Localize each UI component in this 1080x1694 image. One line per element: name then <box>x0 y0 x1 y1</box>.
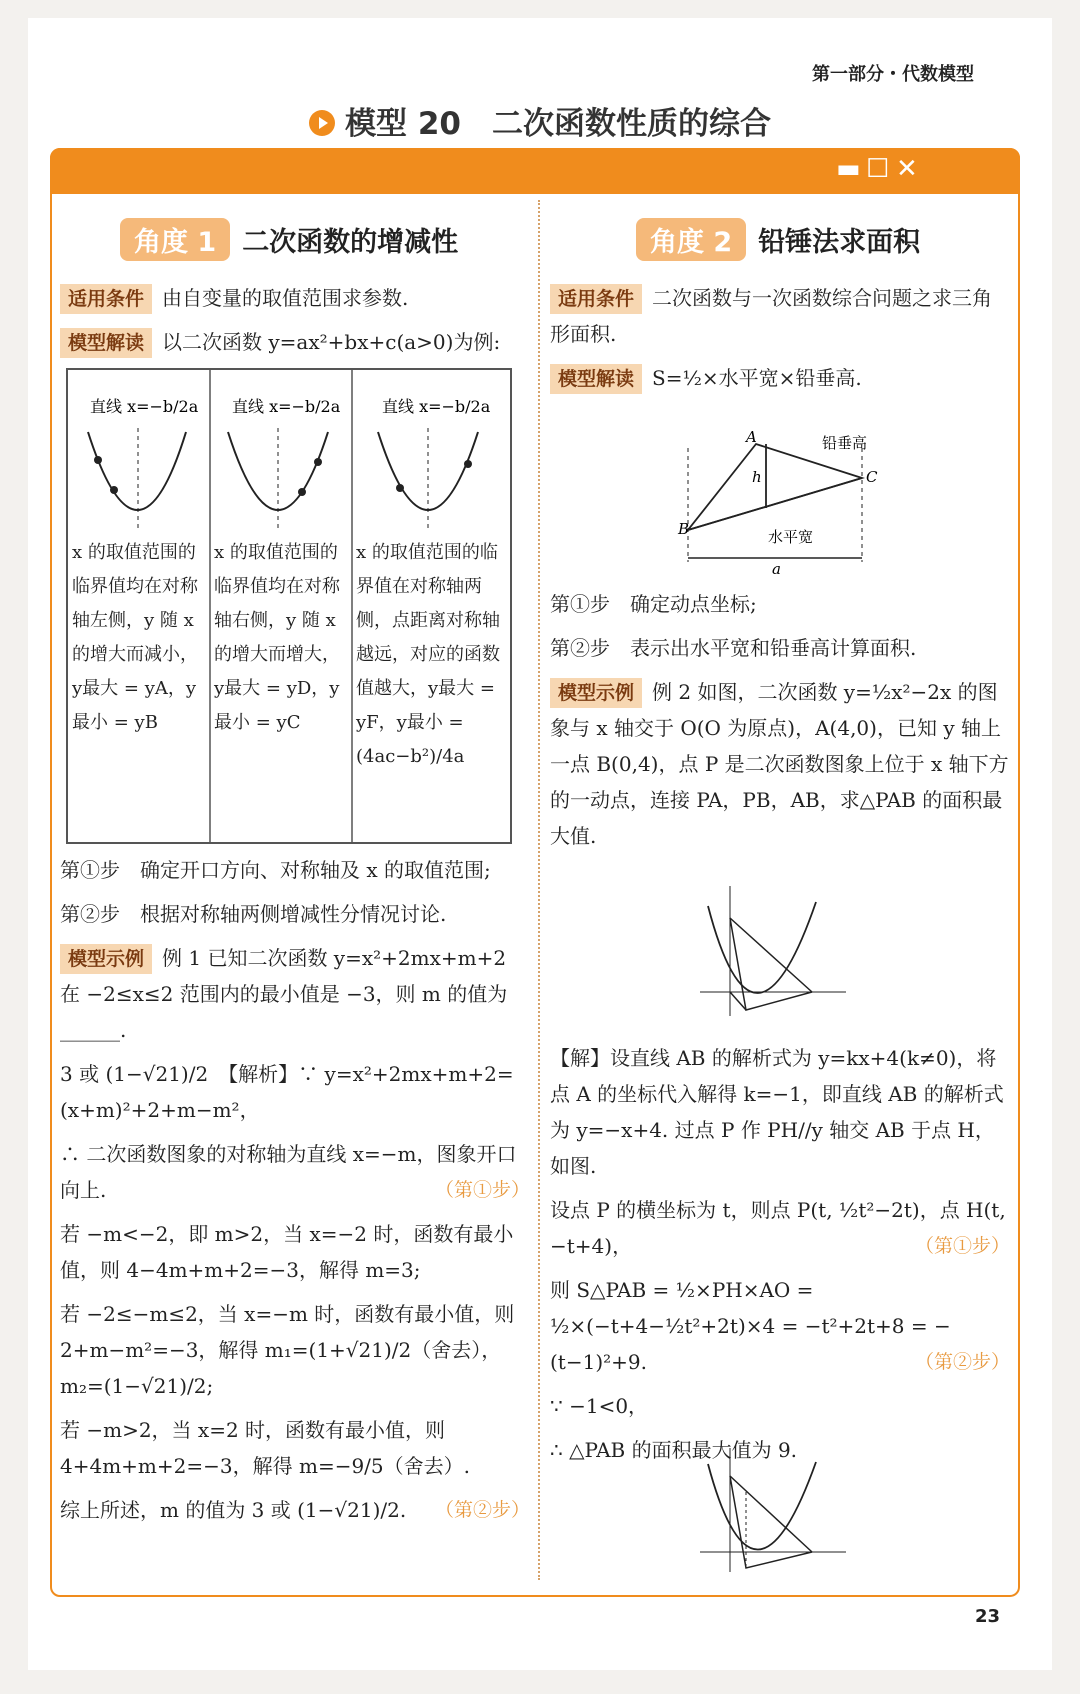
left-conditions: 适用条件 由自变量的取值范围求参数. 模型解读 以二次函数 y=ax²+bx+c(a>0)为例: <box>60 280 530 368</box>
svg-text:直线 x=−b/2a: 直线 x=−b/2a <box>90 397 199 416</box>
table-cell-3: x 的取值范围的临界值在对称轴两侧，点距离对称轴越远，对应的函数值越大，y最大 = yF，y最小 = (4ac−b²)/4a <box>356 542 500 767</box>
page-title: 模型 20 二次函数性质的综合 <box>0 98 1080 143</box>
svg-text:A: A <box>746 428 757 446</box>
svg-text:直线 x=−b/2a: 直线 x=−b/2a <box>232 397 341 416</box>
right-conditions: 适用条件 二次函数与一次函数综合问题之求三角形面积. 模型解读 S=½×水平宽×铅垂高. <box>550 280 1010 404</box>
right-heading: 角度 2 铅锤法求面积 <box>636 218 920 261</box>
solution-graph <box>700 1446 850 1576</box>
svg-text:C: C <box>866 468 878 486</box>
section-label: 第一部分・代数模型 <box>812 64 974 85</box>
left-heading: 角度 1 二次函数的增减性 <box>120 218 458 261</box>
right-solution: 【解】设直线 AB 的解析式为 y=kx+4(k≠0)，将点 A 的坐标代入解得 k=−1，即直线 AB 的解析式为 y=−x+4. 过点 P 作 PH//y 轴交 AB 于点 H，如图. 设点 P 的横坐标为 t，则点 P(t, ½t²−2t)，点 H(t, −t+4)， （第①步） 则 S△PAB = ½×PH×AO = ½×(−t+4−½t²+2t)×4 = −t²+2t+8 = −(t−1)²+9. （第②步） ∵ −1<0， ∴ △PAB 的面积最大值为 9. <box>550 1046 1010 1462</box>
left-body: 第①步 确定开口方向、对称轴及 x 的取值范围; 第②步 根据对称轴两侧增减性分情况讨论. 模型示例 例 1 已知二次函数 y=x²+2mx+m+2 在 −2≤x≤2 范围内的最小值是 −3，则 m 的值为 ______. 3 或 (1−√21)/2 【解析】∵ y=x²+2mx+m+2=(x+m)²+2+m−m²， ∴ 二次函数图象的对称轴为直线 x=−m，图象开口向上. （第①步） 若 −m<−2，即 m>2，当 x=−2 时，函数有最小值，则 4−4m+m+2=−3，解得 m=3; 若 −2≤−m≤2，当 x=−m 时，函数有最小值，则 2+m−m²=−3，解得 m₁=(1+√21)/2（舍去），m₂=(1−√21)/2; 若 −m>2，当 x=2 时，函数有最小值，则 4+4m+m+2=−3，解得 m=−9/5（舍去）. 综上所述，m 的值为 3 或 (1−√21)/2. （第②步） <box>60 858 530 1522</box>
parabola-table <box>66 368 512 844</box>
right-body: 第①步 确定动点坐标; 第②步 表示出水平宽和铅垂高计算面积. 模型示例 例 2 如图，二次函数 y=½x²−2x 的图象与 x 轴交于 O(O 为原点)，A(4,0)，已知 y 轴上一点 B(0,4)，点 P 是二次函数图象上位于 x 轴下方的一动点，连接 PA，PB，AB，求△PAB 的面积最大值. <box>550 592 1009 848</box>
close-icon[interactable]: ✕ <box>896 154 918 184</box>
svg-text:a: a <box>772 560 781 578</box>
column-divider <box>538 200 540 1580</box>
plumb-diagram <box>680 430 900 580</box>
svg-text:h: h <box>752 468 762 486</box>
parabola-3 <box>378 397 491 528</box>
table-cell-1: x 的取值范围的临界值均在对称轴左侧，y 随 x 的增大而减小，y最大 = yA，y最小 = yB <box>72 542 198 733</box>
minimize-icon[interactable]: ▬ <box>836 154 861 184</box>
svg-text:B: B <box>678 520 690 538</box>
svg-text:直线 x=−b/2a: 直线 x=−b/2a <box>382 397 491 416</box>
page-number: 23 <box>974 1606 1000 1627</box>
window-titlebar <box>50 148 1020 194</box>
play-icon <box>309 110 335 136</box>
svg-text:水平宽: 水平宽 <box>768 528 814 546</box>
parabola-1 <box>88 397 199 528</box>
example-2-graph <box>700 882 850 1022</box>
table-cell-2: x 的取值范围的临界值均在对称轴右侧，y 随 x 的增大而增大，y最大 = yD，y最小 = yC <box>214 542 340 733</box>
svg-text:铅垂高: 铅垂高 <box>822 434 868 452</box>
parabola-2 <box>228 397 341 528</box>
maximize-icon[interactable]: ☐ <box>866 154 890 184</box>
